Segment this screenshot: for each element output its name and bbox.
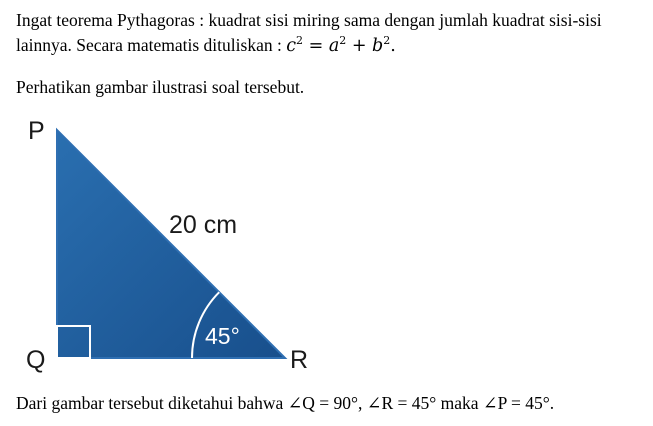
conclusion-paragraph: Dari gambar tersebut diketahui bahwa ∠Q = 90°, ∠R = 45° maka ∠P = 45°. (16, 393, 555, 413)
theorem-paragraph (16, 8, 641, 59)
pythagoras-formula: $c^2 = a^2 + b^2$. (286, 34, 396, 56)
hypotenuse-length-label: 20 cm (169, 211, 238, 239)
vertex-r-label: R (290, 346, 309, 374)
right-triangle-pqr (57, 130, 285, 358)
vertex-q-label: Q (26, 346, 46, 374)
instruction-paragraph: Perhatikan gambar ilustrasi soal tersebut. (16, 77, 305, 97)
theorem-text: Ingat teorema Pythagoras : kuadrat sisi miring sama dengan jumlah kuadrat sisi-sisi lainnya. Secara matematis dituliskan : (16, 10, 602, 55)
vertex-p-label: P (28, 117, 45, 145)
triangle-figure (0, 110, 340, 385)
angle-r-label: 45° (205, 323, 240, 349)
